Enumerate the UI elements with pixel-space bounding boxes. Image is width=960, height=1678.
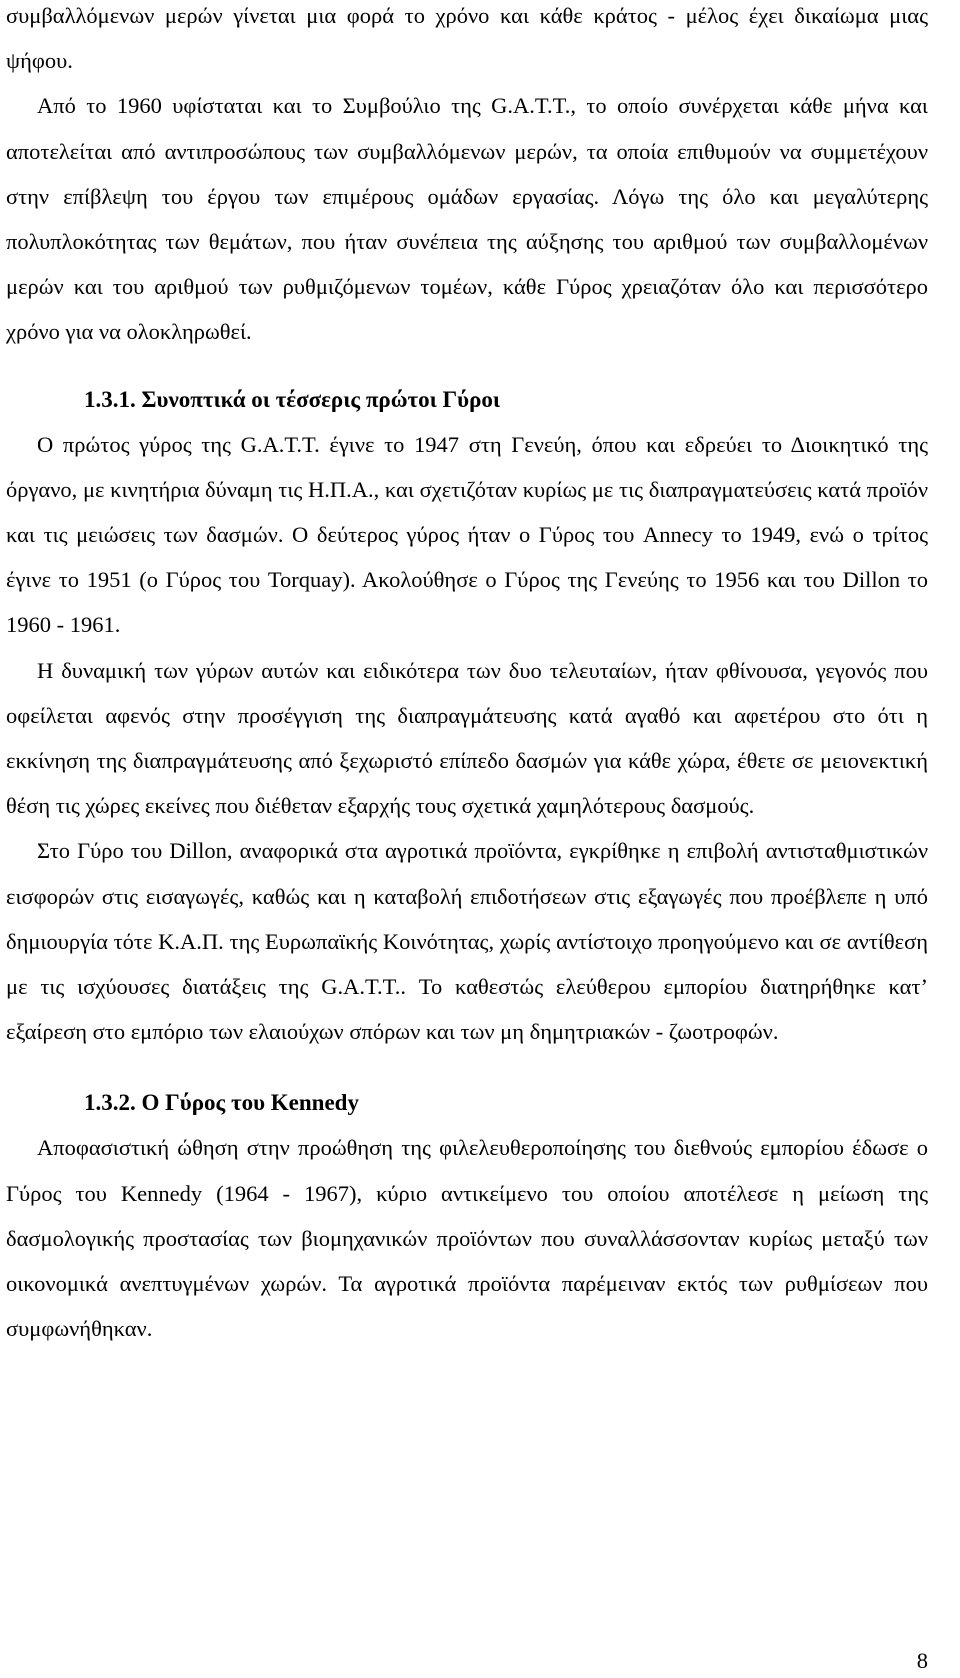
section-heading: 1.3.2. Ο Γύρος του Kennedy bbox=[84, 1090, 359, 1116]
document-page bbox=[6, 0, 928, 1351]
body-paragraph: Στο Γύρο του Dillon, αναφορικά στα αγροτικά προϊόντα, εγκρίθηκε η επιβολή αντισταθμιστικών εισφορών στις εισαγωγές, καθώς και η καταβολή επιδοτήσεων στις εξαγωγές που προέβλεπε η υπό δημιουργία τότε Κ.Α.Π. της Ευρωπαϊκής Κοινότητας, χωρίς αντίστοιχο προηγούμενο και σε αντίθεση με τις ισχύουσες διατάξεις της G.A.T.T.. Το καθεστώς ελεύθερου εμπορίου διατηρήθηκε κατ’ εξαίρεση στο εμπόριο των ελαιούχων σπόρων και των μη δημητριακών - ζωοτροφών. bbox=[6, 838, 928, 1045]
section-heading: 1.3.1. Συνοπτικά οι τέσσερις πρώτοι Γύροι bbox=[84, 386, 501, 412]
body-paragraph: συμβαλλόμενων μερών γίνεται μια φορά το χρόνο και κάθε κράτος - μέλος έχει δικαίωμα μιας ψήφου. bbox=[6, 3, 928, 74]
body-paragraph: Η δυναμική των γύρων αυτών και ειδικότερα των δυο τελευταίων, ήταν φθίνουσα, γεγονός που οφείλεται αφενός στην προσέγγιση της διαπραγμάτευσης κατά αγαθό και αφετέρου στο ότι η εκκίνηση της διαπραγμάτευσης από ξεχωριστό επίπεδο δασμών για κάθε χώρα, έθετε σε μειονεκτική θέση τις χώρες εκείνες που διέθεταν εξαρχής τους σχετικά χαμηλότερους δασμούς. bbox=[6, 657, 928, 819]
body-paragraph: Ο πρώτος γύρος της G.A.T.T. έγινε το 1947 στη Γενεύη, όπου και εδρεύει το Διοικητικό της όργανο, με κινητήρια δύναμη τις Η.Π.Α., και σχετιζόταν κυρίως με τις διαπραγματεύσεις κατά προϊόν και τις μειώσεις των δασμών. Ο δεύτερος γύρος ήταν ο Γύρος του Annecy το 1949, ενώ ο τρίτος έγινε το 1951 (ο Γύρος του Torquay). Ακολούθησε ο Γύρος της Γενεύης το 1956 και του Dillon το 1960 - 1961. bbox=[6, 431, 928, 638]
body-paragraph: Αποφασιστική ώθηση στην προώθηση της φιλελευθεροποίησης του διεθνούς εμπορίου έδωσε ο Γύρος του Kennedy (1964 - 1967), κύριο αντικείμενο του οποίου αποτέλεσε η μείωση της δασμολογικής προστασίας των βιομηχανικών προϊόντων που συναλλάσσονταν κυρίως μεταξύ των οικονομικά ανεπτυγμένων χωρών. Τα αγροτικά προϊόντα παρέμειναν εκτός των ρυθμίσεων που συμφωνήθηκαν. bbox=[6, 1135, 928, 1342]
body-paragraph: Από το 1960 υφίσταται και το Συμβούλιο της G.A.T.T., το οποίο συνέρχεται κάθε μήνα και αποτελείται από αντιπροσώπους των συμβαλλόμενων μερών, τα οποία επιθυμούν να συμμετέχουν στην επίβλεψη του έργου των επιμέρους ομάδων εργασίας. Λόγω της όλο και μεγαλύτερης πολυπλοκότητας των θεμάτων, που ήταν συνέπεια της αύξησης του αριθμού των συμβαλλομένων μερών και του αριθμού των ρυθμιζόμενων τομέων, κάθε Γύρος χρειαζόταν όλο και περισσότερο χρόνο για να ολοκληρωθεί. bbox=[6, 93, 928, 345]
page-number: 8 bbox=[916, 1648, 928, 1673]
